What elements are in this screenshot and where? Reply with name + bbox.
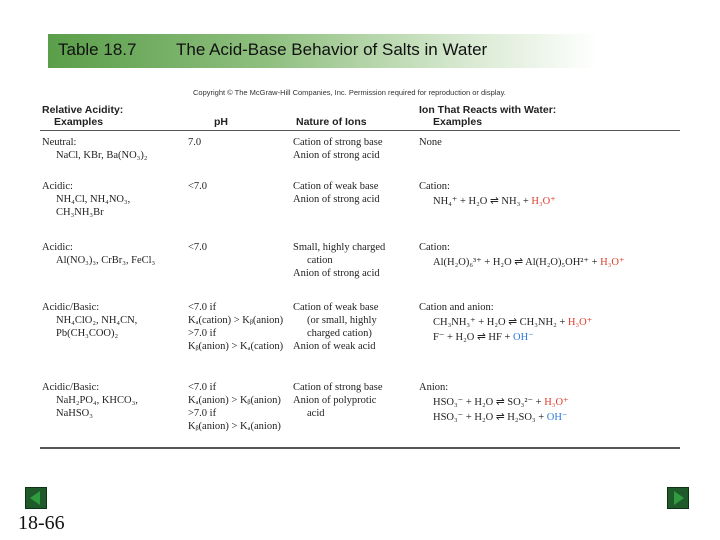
header-acidity	[42, 104, 123, 128]
page-number: 18-66	[18, 512, 65, 534]
reaction-lhs: CH₃NH₃⁺ + H₂O ⇌ CH₃NH₂ +	[433, 317, 568, 328]
ph-cell	[188, 180, 207, 193]
acidity-cell	[42, 241, 155, 267]
ion-cell	[419, 381, 569, 424]
ph-value: <7.0 if	[188, 382, 217, 393]
ion-label: Cation:	[419, 242, 450, 253]
ph-cell	[188, 241, 207, 254]
acidity-label: Acidic/Basic:	[42, 302, 100, 313]
nature-line: Anion of strong acid	[293, 150, 380, 161]
example-salts: CH₃NH₃Br	[56, 207, 104, 218]
reaction-product: H₃O⁺	[531, 196, 556, 207]
next-button[interactable]	[667, 487, 689, 509]
reaction-lhs: Al(H₂O)₆³⁺ + H₂O ⇌ Al(H₂O)₅OH²⁺ +	[433, 257, 601, 268]
nature-line: Cation of weak base	[293, 181, 379, 192]
reaction-equation	[419, 195, 556, 208]
example-salts: NaH₂PO₄, KHCO₃,	[56, 395, 138, 406]
ph-value: Kᵦ(anion) > Kₐ(cation)	[188, 341, 284, 352]
example-salts: Pb(CH₃COO)₂	[56, 328, 119, 339]
header-ion-line1: Ion That Reacts with Water:	[419, 104, 557, 116]
header-rule	[40, 130, 680, 131]
acidity-cell	[42, 180, 130, 219]
ion-cell	[419, 180, 556, 208]
prev-button[interactable]	[25, 487, 47, 509]
ion-cell	[419, 241, 625, 269]
ion-label: Anion:	[419, 382, 449, 393]
ph-value: <7.0	[188, 242, 208, 253]
page-title: The Acid-Base Behavior of Salts in Water	[176, 40, 488, 59]
nature-line: (or small, highly	[307, 315, 377, 326]
ph-cell	[188, 136, 201, 149]
reaction-product: H₃O⁺	[567, 317, 593, 328]
acidity-label: Acidic:	[42, 242, 73, 253]
ph-value: <7.0	[188, 181, 208, 192]
nature-line: Anion of strong acid	[293, 268, 380, 279]
ph-value: Kₐ(anion) > Kᵦ(anion)	[188, 395, 281, 406]
ion-cell	[419, 301, 592, 344]
nature-line: Small, highly charged	[293, 242, 386, 253]
acidity-label: Acidic:	[42, 181, 73, 192]
nature-cell	[293, 136, 383, 162]
reaction-product: H₃O⁺	[544, 397, 569, 408]
reaction-equation	[419, 316, 592, 329]
nature-line: Cation of strong base	[293, 382, 383, 393]
ion-label: Cation:	[419, 181, 450, 192]
example-salts: NH₄ClO₂, NH₄CN,	[56, 315, 138, 326]
header-acidity-line1: Relative Acidity:	[42, 104, 124, 116]
nature-line: cation	[307, 255, 333, 266]
reaction-lhs: NH₄⁺ + H₂O ⇌ NH₃ +	[433, 196, 532, 207]
ph-value: >7.0 if	[188, 408, 217, 419]
nature-line: Anion of weak acid	[293, 341, 376, 352]
ph-value: >7.0 if	[188, 328, 217, 339]
nature-line: Anion of strong acid	[293, 194, 380, 205]
header-ion	[419, 104, 556, 128]
ph-value: Kₐ(cation) > Kᵦ(anion)	[188, 315, 284, 326]
example-salts: NaHSO₃	[56, 408, 93, 419]
nature-cell	[293, 381, 383, 420]
reaction-product: OH⁻	[513, 332, 534, 343]
nature-cell	[293, 180, 380, 206]
table-number: Table 18.7	[58, 40, 137, 59]
nature-line: charged cation)	[307, 328, 372, 339]
reaction-lhs: F⁻ + H₂O ⇌ HF +	[433, 332, 514, 343]
reaction-equation	[419, 411, 569, 424]
ph-value: 7.0	[188, 137, 202, 148]
example-salts: Al(NO₃)₃, CrBr₃, FeCl₃	[56, 255, 156, 266]
ion-cell	[419, 136, 442, 149]
acidity-label: Acidic/Basic:	[42, 382, 100, 393]
nature-line: Anion of polyprotic	[293, 395, 377, 406]
bottom-rule	[40, 447, 680, 449]
acidity-label: Neutral:	[42, 137, 77, 148]
nature-line: acid	[307, 408, 325, 419]
header-nature: Nature of Ions	[296, 116, 367, 128]
reaction-equation	[419, 396, 569, 409]
reaction-lhs: HSO₃⁻ + H₂O ⇌ H₂SO₃ +	[433, 412, 547, 423]
ph-value: Kᵦ(anion) > Kₐ(anion)	[188, 421, 281, 432]
reaction-equation	[419, 331, 592, 344]
acidity-cell	[42, 136, 147, 162]
nature-line: Cation of strong base	[293, 137, 383, 148]
reaction-lhs: HSO₃⁻ + H₂O ⇌ SO₃²⁻ +	[433, 397, 545, 408]
ph-value: <7.0 if	[188, 302, 217, 313]
header-ph: pH	[214, 116, 228, 128]
ion-label: Cation and anion:	[419, 302, 494, 313]
ph-cell	[188, 301, 283, 353]
nature-line: Cation of weak base	[293, 302, 379, 313]
header-ion-line2: Examples	[433, 116, 483, 128]
reaction-product: H₃O⁺	[600, 257, 625, 268]
triangle-left-icon	[26, 488, 46, 508]
nature-cell	[293, 301, 378, 353]
acidity-cell	[42, 301, 137, 340]
nature-cell	[293, 241, 385, 280]
ph-cell	[188, 381, 281, 433]
example-salts: NH₄Cl, NH₄NO₃,	[56, 194, 131, 205]
ion-label: None	[419, 137, 442, 148]
reaction-product: OH⁻	[546, 412, 568, 423]
reaction-equation	[419, 256, 625, 269]
acidity-cell	[42, 381, 138, 420]
copyright-notice: Copyright © The McGraw-Hill Companies, Inc. Permission required for reproduction or display.	[193, 88, 506, 97]
example-salts: NaCl, KBr, Ba(NO₃)₂	[56, 150, 148, 161]
triangle-right-icon	[668, 488, 688, 508]
header-acidity-line2: Examples	[54, 116, 104, 128]
